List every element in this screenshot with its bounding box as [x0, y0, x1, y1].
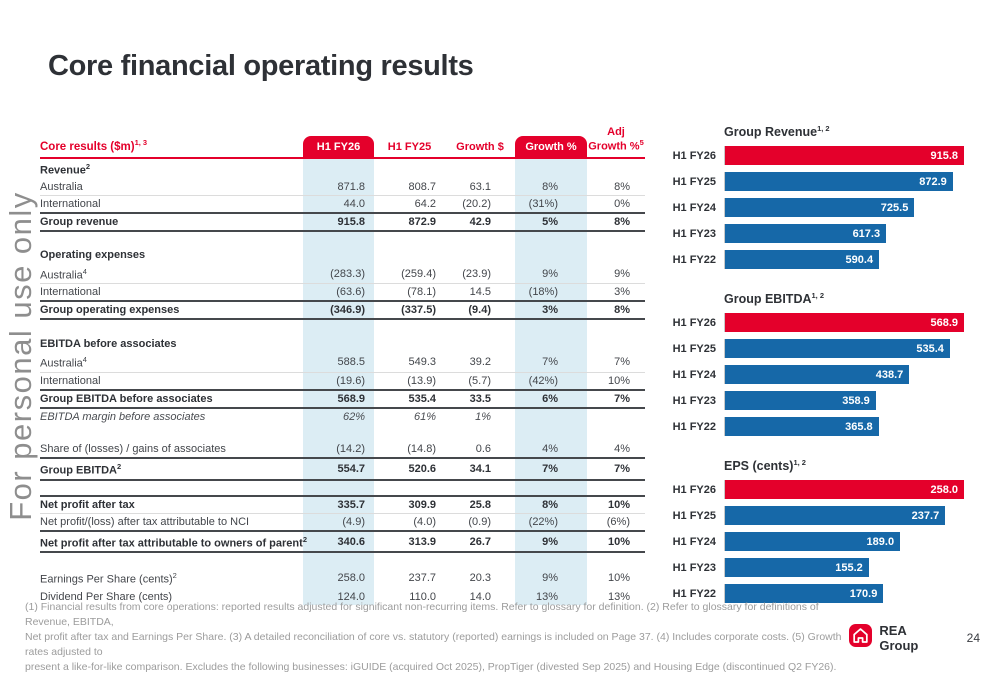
charts [664, 124, 964, 625]
bar [725, 391, 876, 410]
cell-value [515, 319, 587, 335]
cell-value: 4% [587, 441, 645, 458]
growth-pct-pill: Growth % [515, 136, 587, 157]
row-label [40, 425, 303, 441]
footnotes [25, 600, 849, 675]
column-header-h1fy26 [303, 126, 374, 158]
row-label: Revenue$^2$ [40, 161, 91, 177]
cell-value: 10% [587, 373, 645, 391]
cell-value: 0.6 [445, 441, 515, 458]
cell-value [374, 425, 445, 441]
cell-value [515, 552, 587, 568]
bar-chart [664, 458, 964, 603]
bar-category-label: H1 FY22 [672, 587, 716, 600]
bar [725, 558, 869, 577]
bar-value: 590.4 [845, 253, 874, 266]
footnote-line: Net profit after tax and Earnings Per Share. (3) A detailed reconciliation of core vs. statutory (reported) earnings is included on Page 37. (4) Includes corporate costs. (5) Growth rates adjusted to [25, 631, 842, 659]
row-label: Share of (losses) / gains of associates [40, 441, 303, 458]
table-row [40, 264, 645, 284]
bar-value: 568.9 [930, 316, 958, 329]
bar-category-label: H1 FY23 [672, 561, 716, 574]
cell-value: (31%) [515, 195, 587, 213]
cell-value: 42.9 [445, 213, 515, 231]
cell-value: (78.1) [374, 284, 445, 302]
bar-area [724, 417, 964, 436]
cell-value: (20.2) [445, 195, 515, 213]
bar-category-label: H1 FY22 [672, 420, 716, 433]
cell-value: (14.8) [374, 441, 445, 458]
cell-value [374, 552, 445, 568]
table-row [40, 319, 645, 335]
cell-value [303, 158, 374, 179]
row-label: Group revenue [40, 213, 303, 231]
cell-value [374, 319, 445, 335]
cell-value: 33.5 [445, 390, 515, 408]
bar-value: 155.2 [835, 561, 863, 574]
table-row [40, 513, 645, 531]
bar-row [664, 198, 964, 217]
cell-value [303, 552, 374, 568]
bar-row [664, 480, 964, 499]
cell-value [515, 231, 587, 247]
bar-area [724, 224, 964, 243]
bar-row [664, 391, 964, 410]
cell-value: 9% [587, 264, 645, 284]
page-title: Core financial operating results [48, 50, 474, 82]
cell-value [445, 552, 515, 568]
cell-value: 13% [607, 590, 630, 603]
cell-value: 309.9 [374, 496, 445, 514]
bar-value: 617.3 [852, 227, 881, 240]
bar-category-label: H1 FY24 [672, 368, 716, 381]
cell-value [587, 552, 645, 568]
bar-category-label: H1 FY22 [672, 253, 716, 266]
row-label: Australia$^4$ [40, 264, 303, 284]
cell-value: 124.0 [303, 588, 374, 605]
cell-value: 340.6 [303, 531, 374, 553]
table-row [40, 441, 645, 458]
table-row [40, 496, 645, 514]
rea-logo-icon [849, 624, 872, 652]
cell-value: 258.0 [303, 568, 374, 588]
cell-value: 871.8 [303, 178, 374, 195]
table-header-row [40, 126, 645, 158]
cell-value: 4% [515, 441, 587, 458]
cell-value: (13.9) [374, 373, 445, 391]
row-label: EBITDA margin before associates [40, 411, 206, 424]
cell-value: 808.7 [374, 178, 445, 195]
row-label [40, 480, 303, 496]
cell-value: 8% [515, 178, 587, 195]
cell-value: (259.4) [374, 264, 445, 284]
cell-value: (5.7) [445, 373, 515, 391]
cell-value: 62% [303, 408, 374, 425]
cell-value: 1% [475, 411, 491, 424]
cell-value: (346.9) [303, 301, 374, 319]
bar-row [664, 313, 964, 332]
bar [725, 198, 914, 217]
bar-row [664, 172, 964, 191]
row-label [40, 552, 303, 568]
bar [725, 250, 879, 269]
footnote-line: present a like-for-like comparison. Excludes the following businesses: iGUIDE (acquired Oct 2025), PropTiger (divested Sep 2025) and Housing Edge (discontinued Q2 FY26). [25, 661, 837, 674]
cell-value: (6%) [587, 513, 645, 531]
cell-value [515, 425, 587, 441]
bar [725, 339, 950, 358]
cell-value: 554.7 [303, 458, 374, 480]
cell-value: (0.9) [445, 513, 515, 531]
bar-area [724, 532, 964, 551]
bar-row [664, 365, 964, 384]
cell-value [303, 335, 374, 352]
footer [25, 600, 980, 675]
row-label: EBITDA before associates [40, 337, 177, 350]
row-label: Net profit/(loss) after tax attributable to NCI [40, 513, 303, 531]
cell-value: 34.1 [445, 458, 515, 480]
row-label: Dividend Per Share (cents) [40, 590, 173, 603]
table-row [40, 284, 645, 302]
table-row [40, 373, 645, 391]
cell-value: 61% [413, 411, 436, 424]
row-label [40, 231, 303, 247]
cell-value [445, 335, 515, 352]
cell-value: 6% [515, 390, 587, 408]
row-label: Operating expenses [40, 249, 146, 262]
bar-row [664, 146, 964, 165]
bar-value: 365.8 [845, 420, 873, 433]
cell-value [374, 231, 445, 247]
bar-value: 915.8 [930, 149, 958, 162]
cell-value: 915.8 [303, 213, 374, 231]
column-header-adj-growth: Adj Growth %$^5$ [587, 126, 645, 158]
cell-value: 14.5 [445, 284, 515, 302]
bar-value: 725.5 [880, 201, 909, 214]
cell-value [445, 231, 515, 247]
bar-category-label: H1 FY26 [672, 316, 716, 329]
bar-chart [664, 291, 964, 436]
table-row [40, 195, 645, 213]
cell-value [303, 480, 374, 496]
table-row [40, 301, 645, 319]
bar-row [664, 250, 964, 269]
bar [725, 532, 900, 551]
cell-value [515, 480, 587, 496]
cell-value: 8% [587, 301, 645, 319]
bar-value: 872.9 [919, 175, 947, 188]
cell-value: 10% [607, 572, 630, 585]
cell-value [374, 480, 445, 496]
cell-value: 39.2 [445, 352, 515, 372]
cell-value: 8% [587, 213, 645, 231]
cell-value [515, 408, 587, 425]
cell-value: 20.3 [469, 572, 491, 585]
bar-area [724, 250, 964, 269]
bar-row [664, 224, 964, 243]
cell-value [374, 158, 445, 179]
bar-category-label: H1 FY23 [672, 227, 716, 240]
cell-value: 63.1 [445, 178, 515, 195]
cell-value: (19.6) [303, 373, 374, 391]
bar-row [664, 558, 964, 577]
bar-category-label: H1 FY24 [672, 535, 716, 548]
bar-value: 170.9 [849, 587, 878, 600]
bar-value: 189.0 [866, 535, 895, 548]
table-row [40, 335, 645, 352]
table-row [40, 390, 645, 408]
table-row [40, 352, 645, 372]
row-label: Net profit after tax [40, 496, 303, 514]
cell-value: 7% [587, 458, 645, 480]
cell-value [445, 319, 515, 335]
page-number: 24 [966, 630, 980, 645]
bar-row [664, 532, 964, 551]
cell-value: 588.5 [303, 352, 374, 372]
cell-value [445, 158, 515, 179]
column-header-growth-dollar: Growth $ [445, 126, 515, 158]
cell-value: 313.9 [374, 531, 445, 553]
cell-value [303, 231, 374, 247]
cell-value [515, 247, 587, 264]
bar-category-label: H1 FY26 [672, 483, 716, 496]
cell-value [303, 425, 374, 441]
row-label: Group EBITDA$^2$ [40, 458, 303, 480]
table-row [40, 158, 645, 179]
bar-area [724, 391, 964, 410]
cell-value: 7% [515, 352, 587, 372]
chart-title: EPS (cents)$^{1, 2}$ [724, 458, 806, 474]
cell-value [587, 247, 645, 264]
cell-value [515, 335, 587, 352]
cell-value: 3% [515, 301, 587, 319]
cell-value [587, 231, 645, 247]
cell-value: (42%) [515, 373, 587, 391]
bar [725, 365, 909, 384]
footnote-line: (1) Financial results from core operations: reported results adjusted for significant non-recurring items. Refer to glossary for definition. (2) Refer to glossary for definitions of Revenue, EBITDA, [25, 601, 819, 629]
bar-area [724, 480, 964, 499]
bar-area [724, 339, 964, 358]
bar [725, 146, 964, 165]
cell-value: (18%) [515, 284, 587, 302]
cell-value: 9% [515, 531, 587, 553]
cell-value [587, 319, 645, 335]
cell-value: 8% [587, 178, 645, 195]
bar-row [664, 506, 964, 525]
cell-value: 64.2 [374, 195, 445, 213]
bar-category-label: H1 FY25 [672, 175, 716, 188]
chart-title: Group Revenue$^{1, 2}$ [724, 124, 830, 140]
table-body [40, 158, 645, 605]
row-label: Australia [40, 178, 303, 195]
cell-value: (4.0) [374, 513, 445, 531]
brand [849, 623, 980, 653]
cell-value: 9% [515, 568, 587, 588]
cell-value [374, 335, 445, 352]
core-results-table [40, 126, 645, 605]
cell-value [587, 480, 645, 496]
cell-value: 25.8 [445, 496, 515, 514]
cell-value: 549.3 [374, 352, 445, 372]
cell-value: 3% [587, 284, 645, 302]
column-header-growth-pct [515, 126, 587, 158]
table-row [40, 425, 645, 441]
cell-value: (9.4) [445, 301, 515, 319]
bar-area [724, 146, 964, 165]
cell-value: (23.9) [445, 264, 515, 284]
cell-value [445, 480, 515, 496]
bar-category-label: H1 FY25 [672, 509, 716, 522]
cell-value: 110.0 [409, 590, 436, 603]
table-row [40, 213, 645, 231]
bar-value: 258.0 [930, 483, 958, 496]
cell-value: 26.7 [445, 531, 515, 553]
cell-value: 535.4 [374, 390, 445, 408]
bar [725, 224, 886, 243]
bar [725, 172, 953, 191]
chart-title: Group EBITDA$^{1, 2}$ [724, 291, 825, 307]
cell-value [587, 335, 645, 352]
bar [725, 313, 964, 332]
bar-area [724, 365, 964, 384]
bar-category-label: H1 FY24 [672, 201, 716, 214]
row-label: Group operating expenses [40, 301, 303, 319]
cell-value [445, 425, 515, 441]
cell-value: 13% [515, 588, 587, 605]
bar-value: 535.4 [916, 342, 944, 355]
bar-area [724, 198, 964, 217]
brand-name: REA Group [879, 622, 919, 653]
bar-category-label: H1 FY23 [672, 394, 716, 407]
cell-value: (283.3) [303, 264, 374, 284]
table-row [40, 568, 645, 588]
table-row [40, 480, 645, 496]
cell-value: (22%) [515, 513, 587, 531]
bar-area [724, 558, 964, 577]
cell-value: (63.6) [303, 284, 374, 302]
cell-value: 7% [587, 352, 645, 372]
cell-value [587, 425, 645, 441]
cell-value [587, 408, 645, 425]
cell-value [445, 247, 515, 264]
cell-value: (14.2) [303, 441, 374, 458]
bar-chart [664, 124, 964, 269]
bar [725, 506, 945, 525]
row-label [40, 319, 303, 335]
cell-value: (4.9) [303, 513, 374, 531]
bar-area [724, 506, 964, 525]
cell-value [515, 158, 587, 179]
bar [725, 480, 964, 499]
table-row [40, 531, 645, 553]
row-label: International [40, 373, 303, 391]
bar-row [664, 339, 964, 358]
bar-value: 438.7 [875, 368, 904, 381]
row-label: Net profit after tax attributable to owners of parent$^2$ [40, 531, 303, 553]
cell-value: 0% [587, 195, 645, 213]
cell-value [303, 247, 374, 264]
watermark: For personal use only [3, 191, 38, 521]
column-header-h1fy25: H1 FY25 [374, 126, 445, 158]
bar-area [724, 172, 964, 191]
cell-value [374, 247, 445, 264]
row-label: Australia$^4$ [40, 352, 303, 372]
cell-value: 9% [515, 264, 587, 284]
cell-value: 44.0 [303, 195, 374, 213]
cell-value: 5% [515, 213, 587, 231]
bar-category-label: H1 FY26 [672, 149, 716, 162]
cell-value: 237.7 [408, 572, 436, 585]
table-row [40, 552, 645, 568]
cell-value: 7% [587, 390, 645, 408]
row-label: Earnings Per Share (cents)$^2$ [40, 571, 177, 587]
cell-value [587, 158, 645, 179]
cell-value: 10% [587, 496, 645, 514]
cell-value: 520.6 [374, 458, 445, 480]
table-title: Core results ($m)$^{1, 3}$ [40, 126, 303, 158]
bar [725, 417, 879, 436]
cell-value: 872.9 [374, 213, 445, 231]
table-row [40, 458, 645, 480]
row-label: Group EBITDA before associates [40, 390, 303, 408]
table-row [40, 178, 645, 195]
row-label: International [40, 195, 303, 213]
cell-value: 335.7 [303, 496, 374, 514]
cell-value: 7% [515, 458, 587, 480]
bar-category-label: H1 FY25 [672, 342, 716, 355]
bar-row [664, 417, 964, 436]
cell-value [303, 319, 374, 335]
row-label: International [40, 284, 303, 302]
cell-value: 8% [515, 496, 587, 514]
table-row [40, 247, 645, 264]
table-row [40, 231, 645, 247]
h1fy26-pill: H1 FY26 [303, 136, 374, 157]
cell-value: 10% [587, 531, 645, 553]
cell-value: 568.9 [303, 390, 374, 408]
bar-value: 358.9 [842, 394, 870, 407]
bar-value: 237.7 [911, 509, 940, 522]
table-row [40, 408, 645, 425]
bar-area [724, 313, 964, 332]
cell-value: (337.5) [374, 301, 445, 319]
cell-value: 14.0 [469, 590, 491, 603]
